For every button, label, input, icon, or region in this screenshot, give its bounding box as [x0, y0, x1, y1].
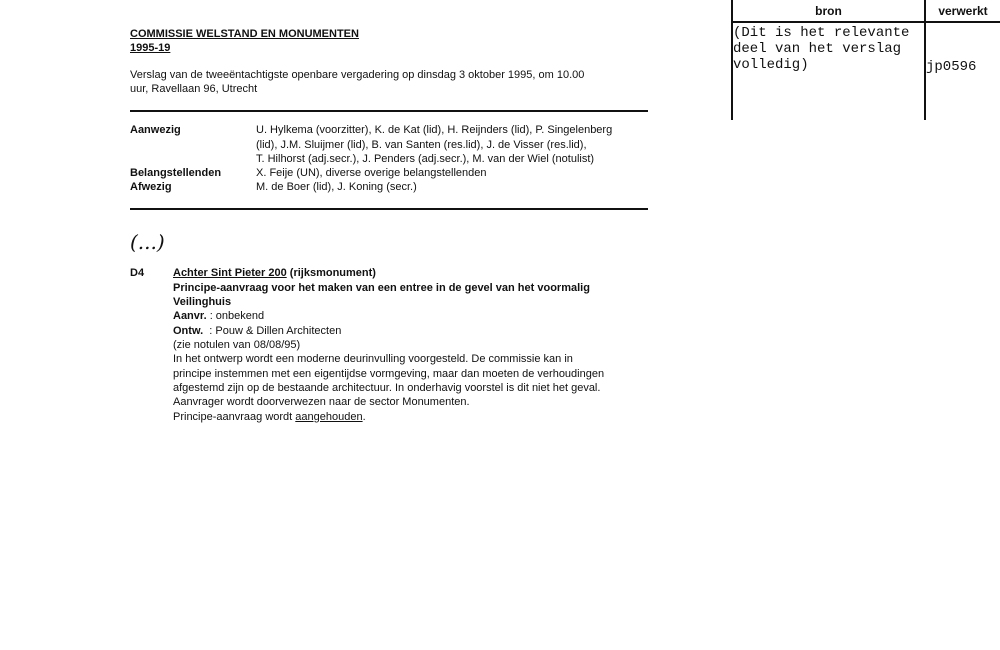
item-code: D4: [130, 267, 145, 279]
attendance-label-present: Aanwezig: [130, 124, 181, 136]
item-address-note: (rijksmonument): [286, 267, 376, 279]
decision-suffix: .: [362, 410, 366, 423]
applicant-label: Aanvr.: [173, 310, 207, 322]
item-designer: [173, 324, 341, 338]
item-body-line: afgestemd zijn op de bestaande architectuur. In onderhavig voorstel is dit niet het geval.: [173, 382, 601, 394]
item-body-line: principe instemmen met een eigentijdse vormgeving, maar dan moeten de verhoudingen: [173, 367, 605, 380]
attendance-present-line: (lid), J.M. Sluijmer (lid), B. van Santen (res.lid), J. de Visser (res.lid),: [256, 138, 587, 151]
bron-line: volledig): [733, 57, 809, 73]
decision-prefix: Principe-aanvraag wordt: [173, 410, 296, 423]
bron-line: (Dit is het relevante: [733, 25, 910, 41]
intro-line-2: uur, Ravellaan 96, Utrecht: [130, 83, 258, 95]
document-number: 1995-19: [130, 42, 171, 54]
intro-line-1: Verslag van de tweeëntachtigste openbare vergadering op dinsdag 3 oktober 1995, om 10.00: [130, 69, 585, 81]
attendance-label-absent: Afwezig: [130, 181, 172, 193]
attendance-interested-line: X. Feije (UN), diverse overige belangstellenden: [256, 167, 487, 179]
applicant-value: : onbekend: [206, 310, 265, 322]
designer-label: Ontw.: [173, 324, 204, 337]
bron-line: deel van het verslag: [733, 41, 902, 57]
designer-value: : Pouw & Dillen Architecten: [203, 324, 342, 337]
item-body-line: (zie notulen van 08/08/95): [173, 339, 301, 351]
item-address: Achter Sint Pieter 200: [173, 267, 287, 279]
decision-value: aangehouden: [295, 410, 363, 423]
item-decision: [173, 410, 366, 424]
table-header-line: [731, 21, 1000, 23]
item-body-line: In het ontwerp wordt een moderne deurinvulling voorgesteld. De commissie kan in: [173, 353, 573, 365]
attendance-label-interested: Belangstellenden: [130, 167, 222, 179]
attendance-present-line: U. Hylkema (voorzitter), K. de Kat (lid), H. Reijnders (lid), P. Singelenberg: [256, 124, 613, 136]
header-bron: bron: [815, 4, 842, 18]
item-heading: [173, 266, 376, 280]
attendance-present-line: T. Hilhorst (adj.secr.), J. Penders (adj.secr.), M. van der Wiel (notulist): [256, 153, 595, 165]
document-title: COMMISSIE WELSTAND EN MONUMENTEN: [130, 28, 359, 40]
item-line: Veilinghuis: [173, 296, 232, 308]
handwritten-ellipsis: (...): [130, 230, 165, 254]
item-body-line: Aanvrager wordt doorverwezen naar de sector Monumenten.: [173, 396, 470, 408]
header-verwerkt: verwerkt: [938, 4, 988, 18]
item-line: Principe-aanvraag voor het maken van een entree in de gevel van het voormalig: [173, 281, 590, 294]
item-applicant: [173, 309, 264, 323]
divider: [130, 110, 648, 112]
divider: [130, 208, 648, 210]
attendance-absent-line: M. de Boer (lid), J. Koning (secr.): [256, 181, 417, 193]
verwerkt-value: jp0596: [926, 59, 977, 75]
